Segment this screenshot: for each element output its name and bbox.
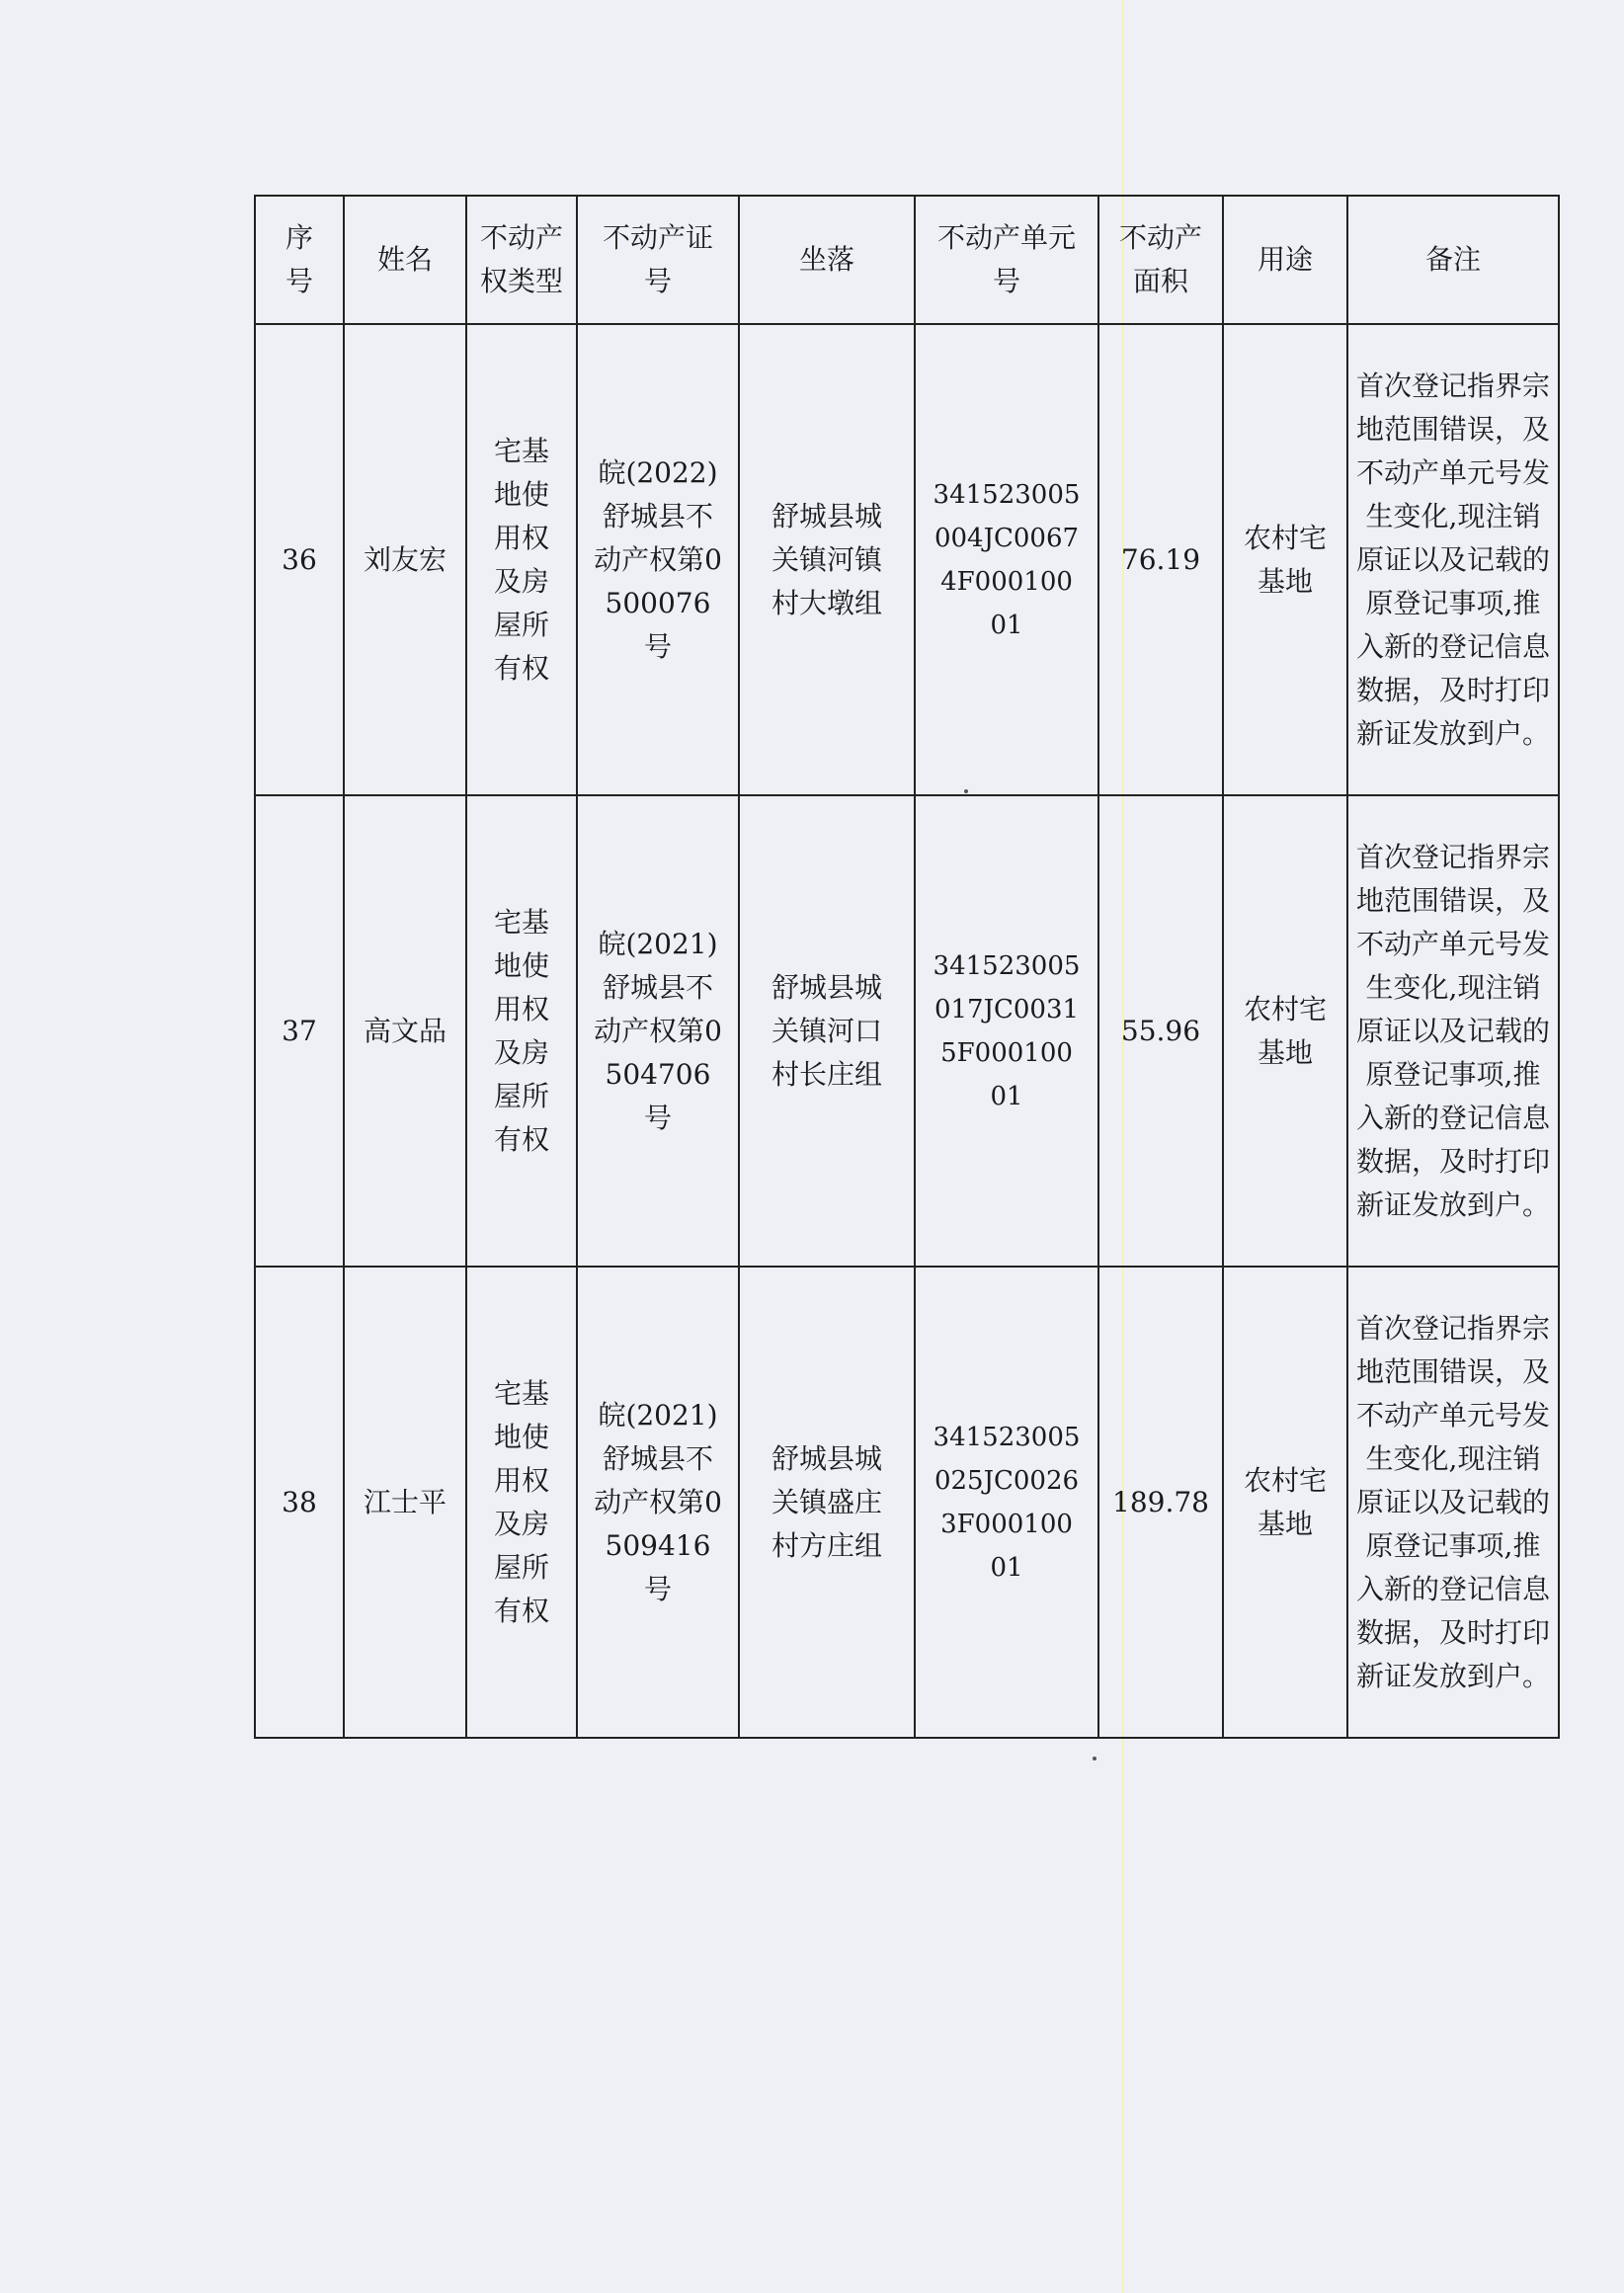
table-row xyxy=(255,795,1559,1267)
cell-cert-no: 皖(2021)舒城县不动产权第0509416号 xyxy=(577,1267,739,1738)
header-seq: 序号 xyxy=(255,196,344,324)
header-area: 不动产面积 xyxy=(1098,196,1223,324)
header-name: 姓名 xyxy=(344,196,466,324)
header-right-type: 不动产权类型 xyxy=(466,196,577,324)
cell-area: 55.96 xyxy=(1098,795,1223,1267)
header-row xyxy=(255,196,1559,324)
cell-remark: 首次登记指界宗地范围错误，及不动产单元号发生变化,现注销原证以及记载的原登记事项,推入新的登记信息数据，及时打印新证发放到户。 xyxy=(1347,795,1559,1267)
cell-cert-no: 皖(2022)舒城县不动产权第0500076号 xyxy=(577,324,739,795)
cell-remark: 首次登记指界宗地范围错误，及不动产单元号发生变化,现注销原证以及记载的原登记事项,推入新的登记信息数据，及时打印新证发放到户。 xyxy=(1347,1267,1559,1738)
cell-location: 舒城县城关镇盛庄村方庄组 xyxy=(739,1267,915,1738)
header-cert-no: 不动产证号 xyxy=(577,196,739,324)
header-remark: 备注 xyxy=(1347,196,1559,324)
cell-usage: 农村宅基地 xyxy=(1223,795,1347,1267)
registry-table xyxy=(254,195,1560,1739)
cell-name: 刘友宏 xyxy=(344,324,466,795)
cell-right-type: 宅基地使用权及房屋所有权 xyxy=(466,1267,577,1738)
header-unit-no: 不动产单元号 xyxy=(915,196,1098,324)
cell-location: 舒城县城关镇河口村长庄组 xyxy=(739,795,915,1267)
scan-speck xyxy=(964,789,968,793)
table-row xyxy=(255,1267,1559,1738)
cell-unit-no: 341523005025JC00263F00010001 xyxy=(915,1267,1098,1738)
cell-remark: 首次登记指界宗地范围错误，及不动产单元号发生变化,现注销原证以及记载的原登记事项,推入新的登记信息数据，及时打印新证发放到户。 xyxy=(1347,324,1559,795)
cell-seq: 37 xyxy=(255,795,344,1267)
cell-cert-no: 皖(2021)舒城县不动产权第0504706号 xyxy=(577,795,739,1267)
scan-speck xyxy=(1093,1757,1096,1761)
cell-location: 舒城县城关镇河镇村大墩组 xyxy=(739,324,915,795)
cell-area: 76.19 xyxy=(1098,324,1223,795)
header-usage: 用途 xyxy=(1223,196,1347,324)
cell-name: 江士平 xyxy=(344,1267,466,1738)
cell-name: 高文品 xyxy=(344,795,466,1267)
header-location: 坐落 xyxy=(739,196,915,324)
table-row xyxy=(255,324,1559,795)
cell-right-type: 宅基地使用权及房屋所有权 xyxy=(466,324,577,795)
cell-usage: 农村宅基地 xyxy=(1223,324,1347,795)
cell-usage: 农村宅基地 xyxy=(1223,1267,1347,1738)
cell-seq: 38 xyxy=(255,1267,344,1738)
cell-right-type: 宅基地使用权及房屋所有权 xyxy=(466,795,577,1267)
cell-unit-no: 341523005017JC00315F00010001 xyxy=(915,795,1098,1267)
cell-seq: 36 xyxy=(255,324,344,795)
cell-area: 189.78 xyxy=(1098,1267,1223,1738)
cell-unit-no: 341523005004JC00674F00010001 xyxy=(915,324,1098,795)
